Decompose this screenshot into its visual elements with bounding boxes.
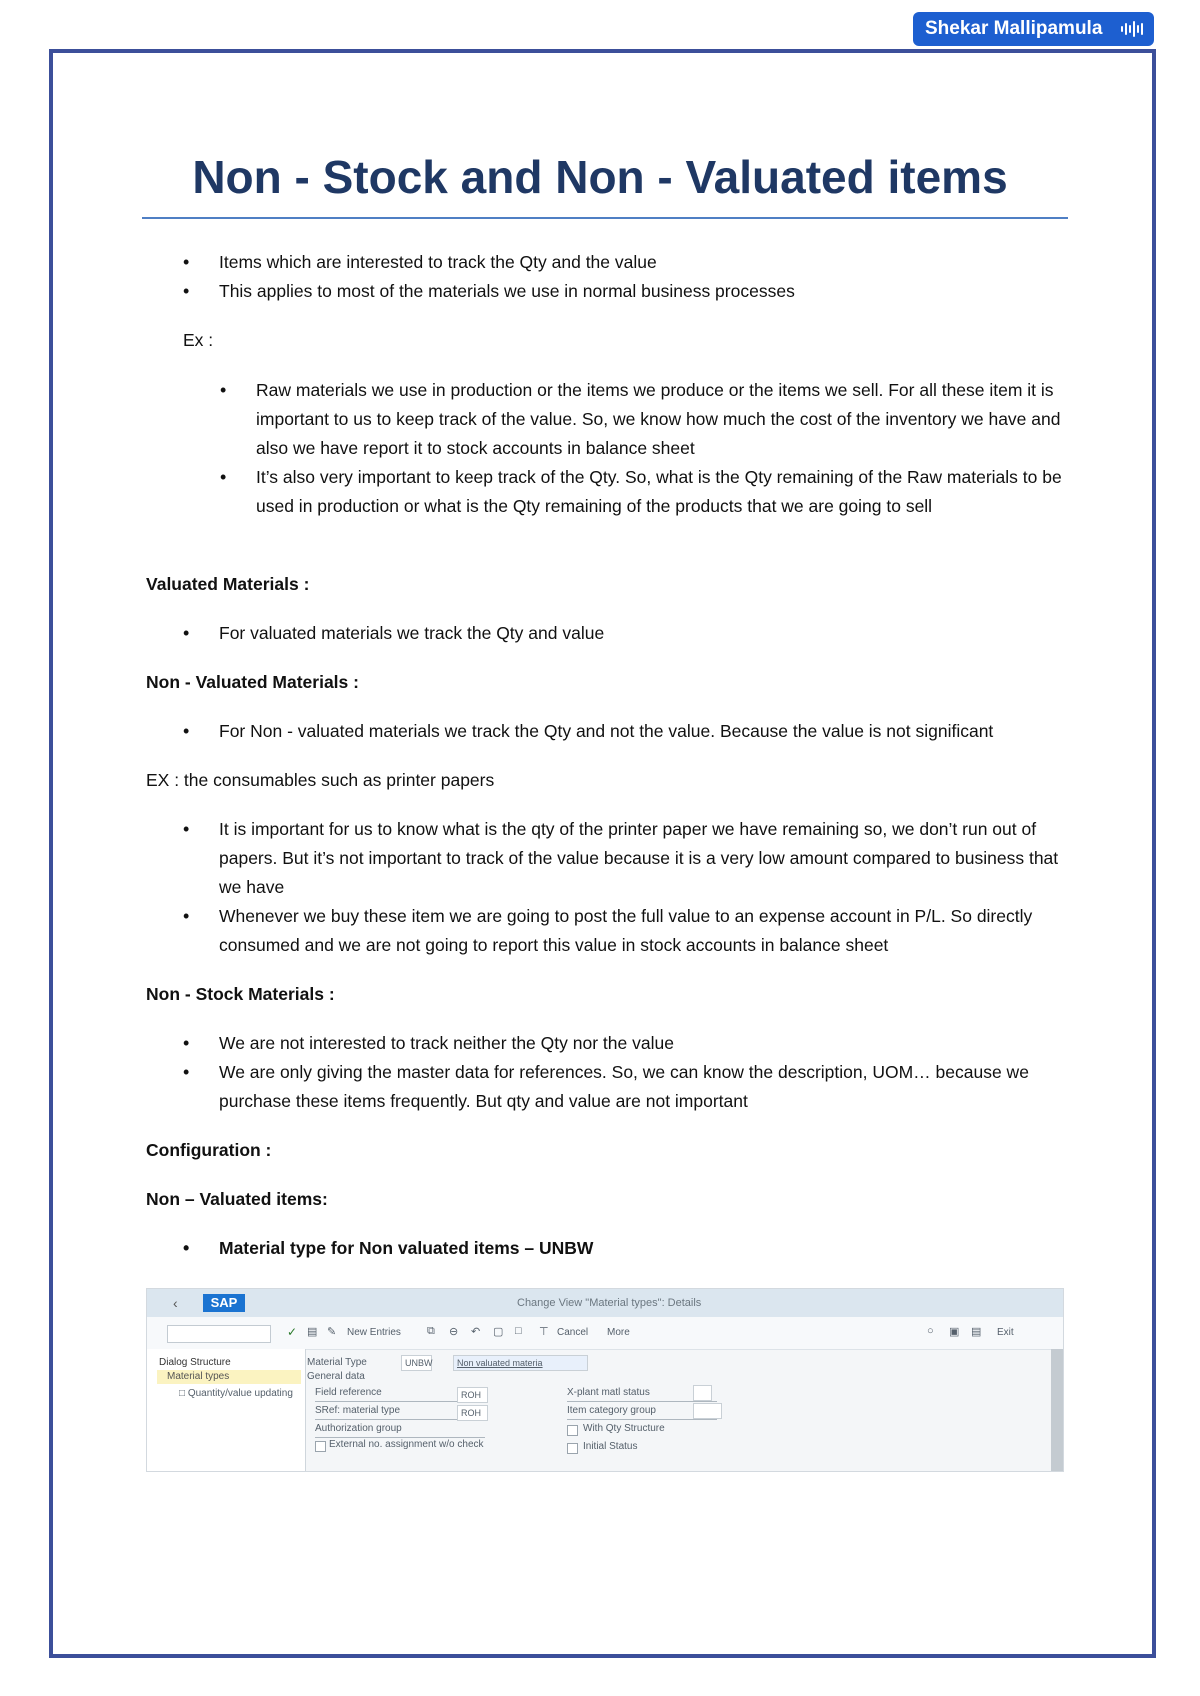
folder-icon: □ <box>179 1388 186 1399</box>
dialog-structure-panel <box>147 1349 306 1471</box>
list-item: • It’s also very important to keep track of the Qty. So, what is the Qty remaining of the Raw materials to be used in production or what is the Qty remaining of the products that we are going to sell <box>256 463 1064 521</box>
item-cat-input[interactable] <box>693 1403 722 1419</box>
window-icon[interactable]: ▤ <box>971 1326 982 1338</box>
more-button[interactable]: More <box>607 1327 630 1338</box>
x-plant-input[interactable] <box>693 1385 712 1401</box>
with-qty-label: With Qty Structure <box>583 1423 665 1434</box>
tree-item-quantity-value[interactable]: □ Quantity/value updating <box>179 1388 293 1399</box>
list-item: • Raw materials we use in production or the items we produce or the items we sell. For all these item it is important to us to keep track of the value. So, we know how much the cost of the inventory we have and also we have report it to stock accounts in balance sheet <box>256 376 1064 463</box>
delete-icon[interactable]: ⊖ <box>449 1326 459 1338</box>
list-item: • Whenever we buy these item we are going to post the full value to an expense account in P/L. So directly consumed and we are not going to report this value in stock accounts in balance sheet <box>219 902 1064 960</box>
details-panel <box>307 1349 1042 1471</box>
non-valuated-list <box>219 717 1064 746</box>
sref-input[interactable]: ROH <box>457 1405 488 1421</box>
save-icon[interactable]: ▤ <box>307 1326 318 1338</box>
display-icon[interactable]: ▣ <box>949 1326 960 1338</box>
valuated-heading: Valuated Materials : <box>146 574 310 594</box>
deselect-icon[interactable]: □ <box>515 1325 522 1337</box>
intro-list <box>219 248 1049 306</box>
sap-toolbar <box>147 1317 1063 1350</box>
material-type-label: Material Type <box>307 1357 367 1368</box>
general-data-heading: General data <box>307 1371 365 1382</box>
dialog-structure-header: Dialog Structure <box>159 1357 231 1368</box>
settings-icon[interactable]: ○ <box>927 1325 934 1337</box>
undo-icon[interactable]: ↶ <box>471 1326 481 1338</box>
select-all-icon[interactable]: ▢ <box>493 1326 504 1338</box>
exit-button[interactable]: Exit <box>997 1327 1014 1338</box>
item-cat-row: Item category group <box>567 1405 717 1420</box>
page-title: Non - Stock and Non - Valuated items <box>192 151 1008 203</box>
list-item: • We are only giving the master data for references. So, we can know the description, UOM… because we purchase these items frequently. But qty and value are not important <box>219 1058 1064 1116</box>
scrollbar[interactable] <box>1051 1349 1063 1471</box>
configuration-heading: Configuration : <box>146 1140 272 1160</box>
non-valuated-heading: Non - Valuated Materials : <box>146 672 359 692</box>
non-stock-list <box>219 1029 1064 1116</box>
ext-no-label: External no. assignment w/o check <box>329 1439 484 1450</box>
valuated-list <box>219 619 1064 648</box>
with-qty-checkbox[interactable] <box>567 1425 578 1436</box>
initial-status-label: Initial Status <box>583 1441 638 1452</box>
field-reference-input[interactable]: ROH <box>457 1387 488 1403</box>
back-icon[interactable]: ‹ <box>173 1295 178 1311</box>
ex-label: Ex : <box>183 330 214 350</box>
ex2-list <box>219 815 1064 960</box>
check-icon[interactable]: ✓ <box>287 1325 298 1339</box>
sap-screenshot <box>146 1288 1064 1472</box>
edit-icon[interactable]: ✎ <box>327 1326 337 1338</box>
non-valuated-items-heading: Non – Valuated items: <box>146 1189 328 1209</box>
list-item: • It is important for us to know what is the qty of the printer paper we have remaining so, we don’t run out of papers. But it’s not important to track of the value because it is a very low amount compared to business that we have <box>219 815 1064 902</box>
field-reference-row: Field reference <box>315 1387 485 1402</box>
audio-wave-icon <box>1120 21 1146 37</box>
list-item: • Material type for Non valuated items – UNBW <box>219 1234 1064 1263</box>
x-plant-row: X-plant matl status <box>567 1387 717 1402</box>
material-type-description[interactable]: Non valuated materia <box>453 1355 588 1371</box>
command-field[interactable] <box>167 1325 271 1343</box>
list-item: • For valuated materials we track the Qty and value <box>219 619 1064 648</box>
non-stock-heading: Non - Stock Materials : <box>146 984 335 1004</box>
ex2-label: EX : the consumables such as printer papers <box>146 770 495 790</box>
list-item: • This applies to most of the materials we use in normal business processes <box>219 277 1049 306</box>
ext-no-checkbox[interactable] <box>315 1441 326 1452</box>
initial-status-checkbox[interactable] <box>567 1443 578 1454</box>
copy-icon[interactable]: ⧉ <box>427 1325 435 1337</box>
auth-group-row: Authorization group <box>315 1423 485 1438</box>
material-type-input[interactable]: UNBW <box>401 1355 432 1371</box>
tree-item-material-types[interactable]: Material types <box>157 1370 301 1384</box>
author-name: Shekar Mallipamula <box>925 18 1103 39</box>
title-underline <box>142 217 1068 219</box>
window-title: Change View "Material types": Details <box>517 1297 702 1309</box>
new-entries-button[interactable]: New Entries <box>347 1327 401 1338</box>
cancel-icon[interactable]: ⊤ <box>539 1326 549 1338</box>
ex-list <box>256 376 1064 521</box>
list-item: • For Non - valuated materials we track the Qty and not the value. Because the value is not significant <box>219 717 1064 746</box>
sref-row: SRef: material type <box>315 1405 485 1420</box>
list-item: • We are not interested to track neither the Qty nor the value <box>219 1029 1064 1058</box>
sap-title-bar <box>147 1289 1063 1317</box>
config-list <box>219 1234 1064 1263</box>
sap-logo: SAP <box>203 1294 245 1312</box>
author-badge <box>913 12 1154 46</box>
cancel-button[interactable]: Cancel <box>557 1327 589 1338</box>
list-item: • Items which are interested to track the Qty and the value <box>219 248 1049 277</box>
